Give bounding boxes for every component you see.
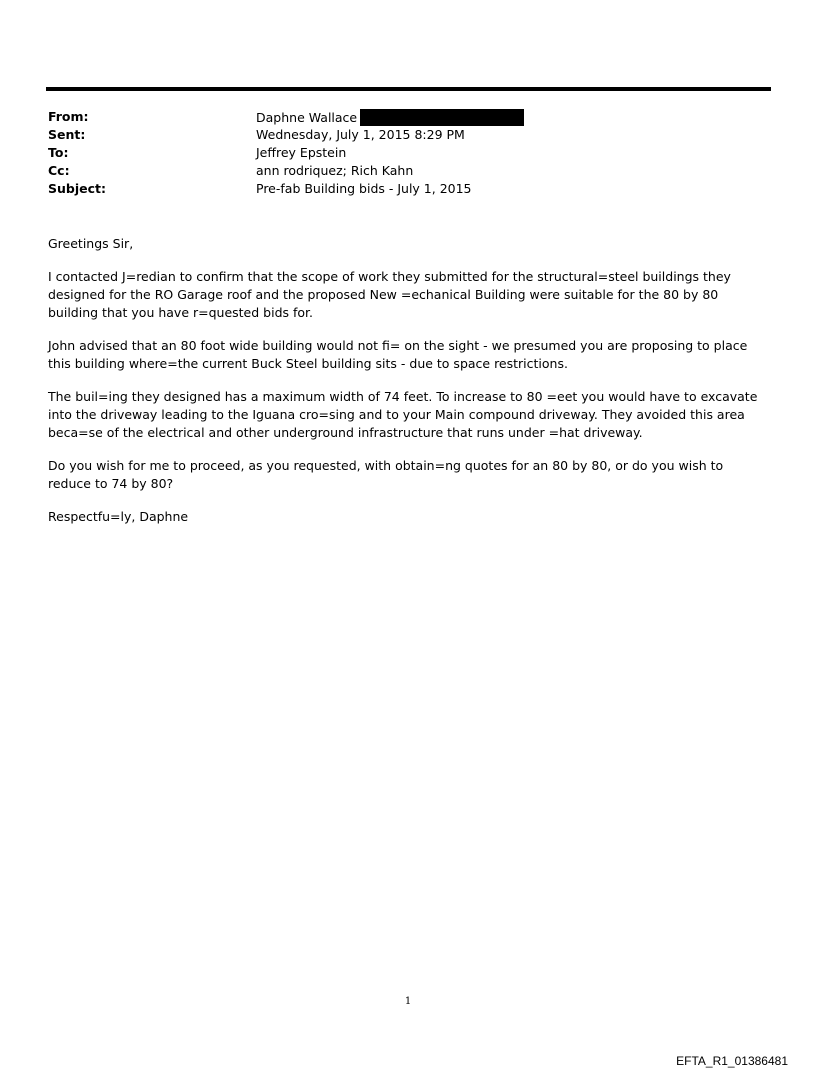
subject-value: Pre-fab Building bids - July 1, 2015 <box>256 181 472 196</box>
body-paragraph-2: John advised that an 80 foot wide building would not fi= on the sight - we presumed you are proposing to place this building where=the current Buck Steel building sits - due to space restrictions. <box>48 338 748 371</box>
subject-label: Subject: <box>48 181 106 196</box>
body-paragraph-1: I contacted J=redian to confirm that the scope of work they submitted for the structural=steel buildings they designed for the RO Garage roof and the proposed New =echanical Building were suitable for the 80 by 80 building that you have r=quested bids for. <box>48 269 731 320</box>
sent-value: Wednesday, July 1, 2015 8:29 PM <box>256 127 465 142</box>
redaction-box <box>360 109 524 126</box>
greeting: Greetings Sir, <box>48 236 134 251</box>
header-divider <box>46 87 771 91</box>
body-paragraph-4: Do you wish for me to proceed, as you requested, with obtain=ng quotes for an 80 by 80, or do you wish to reduce to 74 by 80? <box>48 458 724 491</box>
from-value <box>256 109 524 126</box>
body-paragraph-3: The buil=ing they designed has a maximum width of 74 feet. To increase to 80 =eet you would have to excavate into the driveway leading to the Iguana cro=sing and to your Main compound driveway. They avoided this area beca=se of the electrical and other underground infrastructure that runs under =hat driveway. <box>48 389 758 440</box>
to-value: Jeffrey Epstein <box>256 145 347 160</box>
email-body <box>48 235 770 541</box>
page-number: 1 <box>404 996 412 1007</box>
signoff: Respectfu=ly, Daphne <box>48 509 189 524</box>
cc-value: ann rodriquez; Rich Kahn <box>256 163 414 178</box>
document-id: EFTA_R1_01386481 <box>676 1054 788 1068</box>
to-label: To: <box>48 145 69 160</box>
sent-label: Sent: <box>48 127 86 142</box>
cc-label: Cc: <box>48 163 70 178</box>
from-label: From: <box>48 109 89 124</box>
from-name: Daphne Wallace <box>256 110 358 125</box>
